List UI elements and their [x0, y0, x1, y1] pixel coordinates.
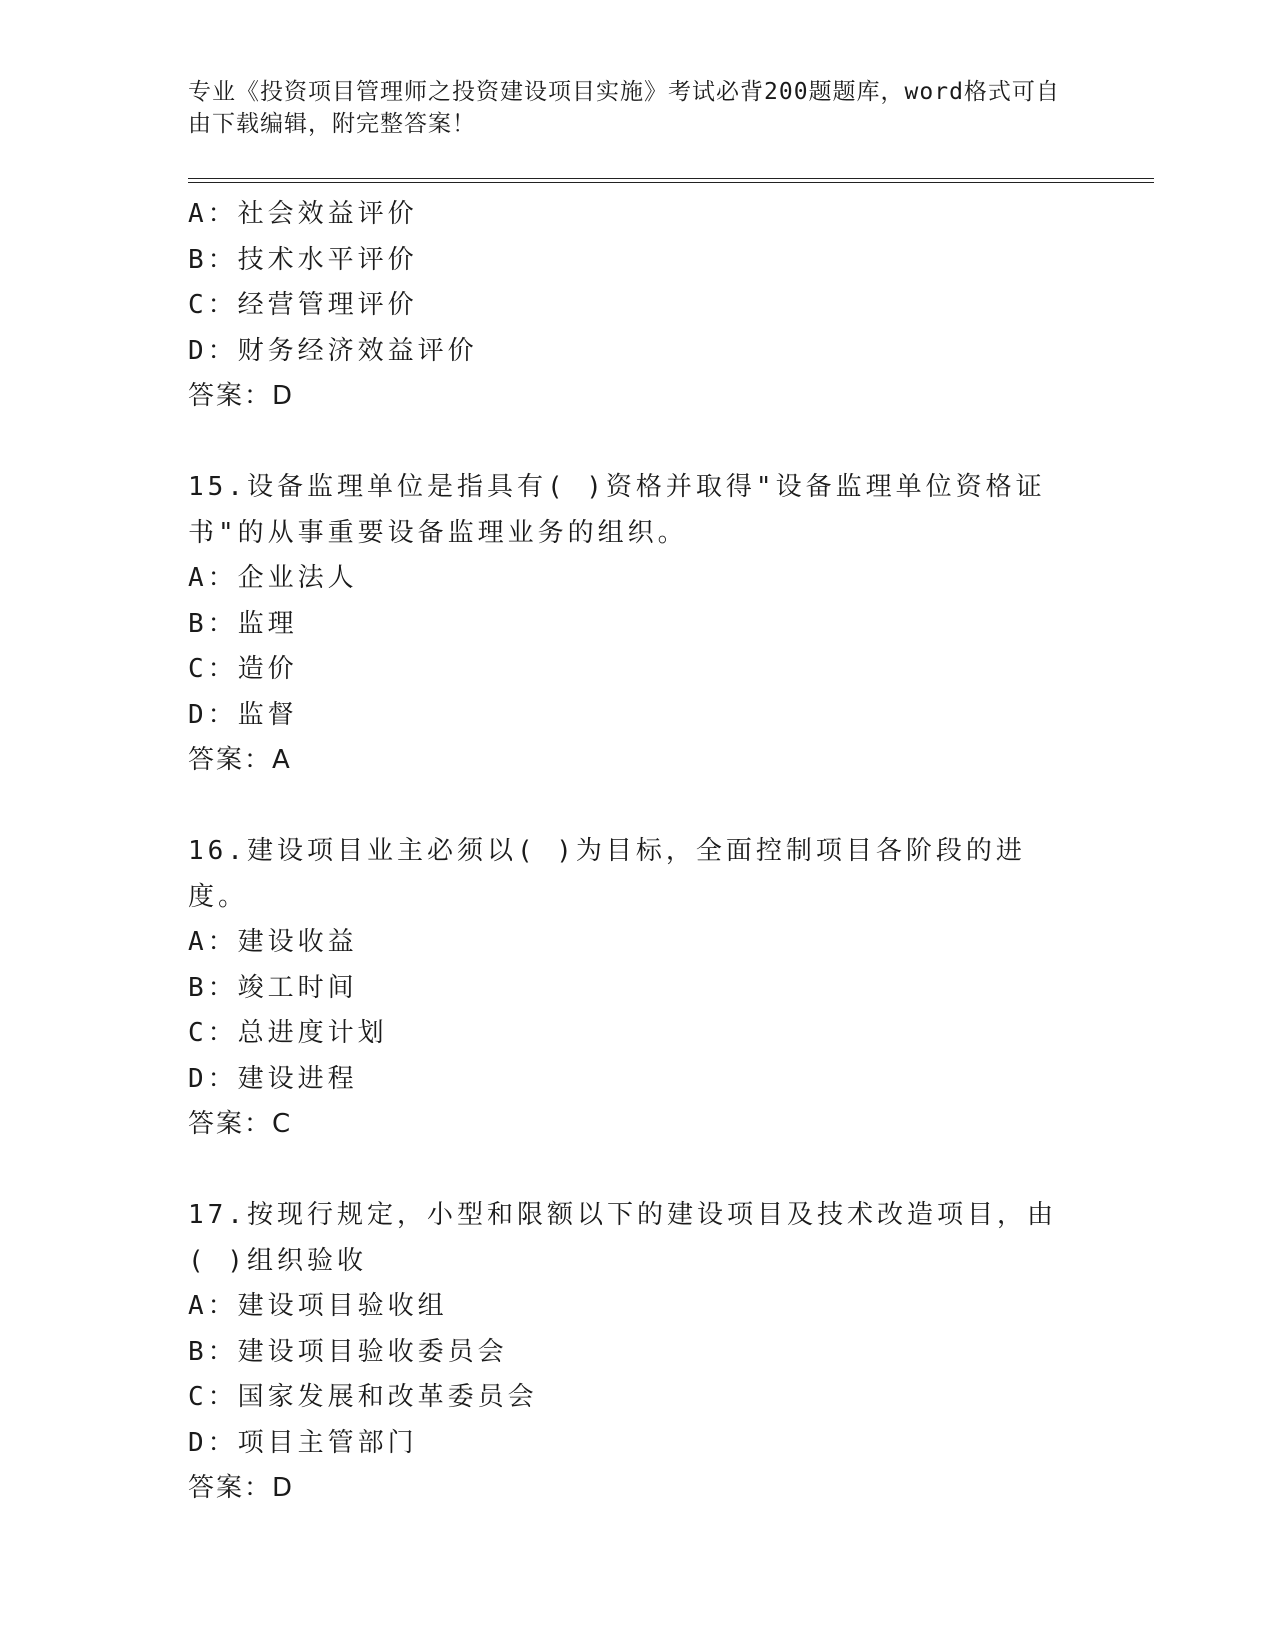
answer-line: 答案：A	[188, 745, 292, 775]
option-d: D：项目主管部门	[188, 1427, 418, 1458]
option-b: B：技术水平评价	[188, 244, 418, 275]
question-block-17	[188, 1193, 1068, 1512]
option-a: A：企业法人	[188, 563, 358, 593]
question-text: 16.建设项目业主必须以( )为目标，全面控制项目各阶段的进度。	[188, 836, 1026, 912]
option-a: A：建设收益	[188, 927, 358, 957]
option-c: C：总进度计划	[188, 1018, 388, 1048]
question-text: 17.按现行规定，小型和限额以下的建设项目及技术改造项目，由( )组织验收	[188, 1200, 1057, 1276]
question-text: 15.设备监理单位是指具有( )资格并取得"设备监理单位资格证书"的从事重要设备监理业务的组织。	[188, 472, 1046, 548]
option-c: C：经营管理评价	[188, 290, 418, 320]
option-b: B：监理	[188, 608, 298, 639]
option-a: A：建设项目验收组	[188, 1291, 448, 1321]
option-d: D：监督	[188, 699, 298, 730]
option-c: C：国家发展和改革委员会	[188, 1382, 538, 1412]
option-b: B：建设项目验收委员会	[188, 1336, 508, 1367]
header-divider	[188, 178, 1154, 183]
question-block-16	[188, 829, 1068, 1148]
option-c: C：造价	[188, 654, 298, 684]
option-d: D：建设进程	[188, 1063, 358, 1094]
question-spacer	[188, 1148, 1068, 1194]
question-spacer	[188, 420, 1068, 466]
question-block-15	[188, 465, 1068, 784]
option-a: A：社会效益评价	[188, 199, 418, 229]
document-header: 专业《投资项目管理师之投资建设项目实施》考试必背200题题库，word格式可自由下载编辑，附完整答案！	[188, 79, 1060, 137]
answer-line: 答案：D	[188, 1473, 295, 1503]
option-b: B：竣工时间	[188, 972, 358, 1003]
answer-line: 答案：C	[188, 1109, 293, 1139]
option-d: D：财务经济效益评价	[188, 335, 478, 366]
answer-line: 答案：D	[188, 381, 295, 411]
question-block-14	[188, 192, 1068, 420]
question-spacer	[188, 784, 1068, 830]
question-list	[188, 192, 1068, 1512]
